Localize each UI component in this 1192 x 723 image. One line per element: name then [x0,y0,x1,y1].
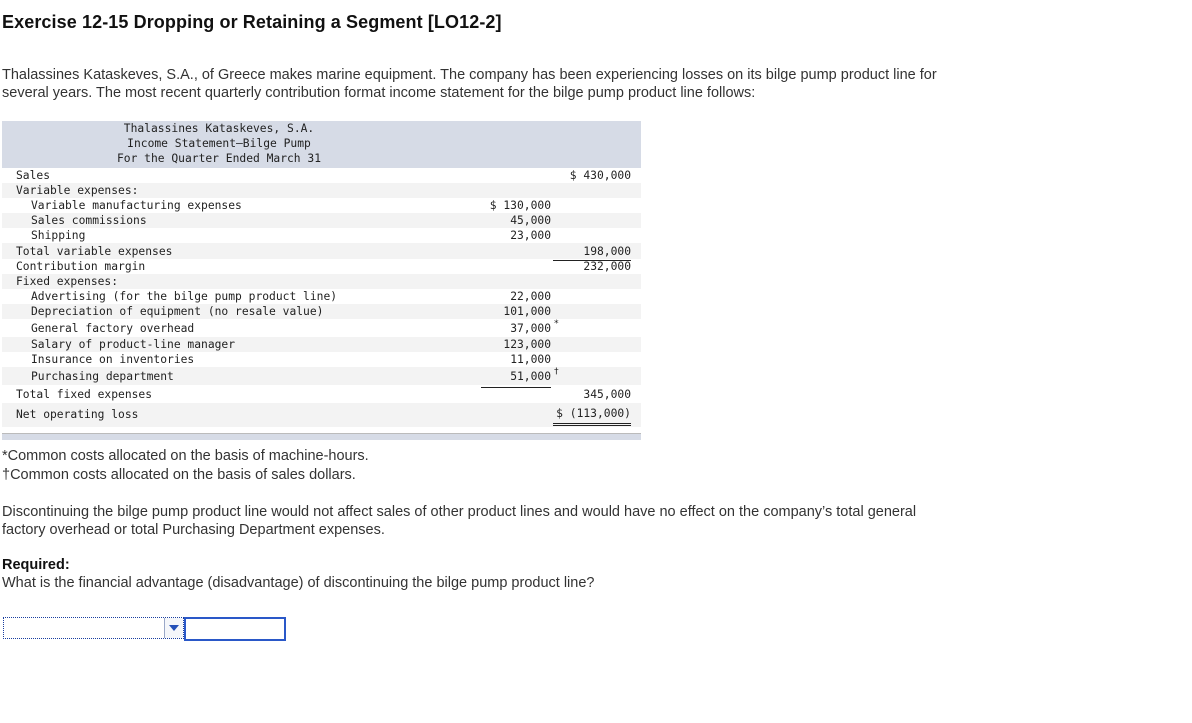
row-label: Total variable expenses [16,245,173,258]
amount-value: 51,000 [510,370,551,383]
row-label: Shipping [31,229,86,242]
row-label: Purchasing department [31,370,174,383]
row-shipping [2,228,641,243]
income-statement [2,121,641,440]
row-contribution-margin [2,259,641,274]
amount-detail: 22,000 [510,290,551,303]
amount-total: 345,000 [553,385,631,406]
row-label: Sales [16,169,51,182]
row-advertising [2,289,641,304]
row-purchasing [2,367,641,385]
company-name: Thalassines Kataskeves, S.A. [123,122,315,135]
row-label: Net operating loss [16,408,139,421]
row-label: Insurance on inventories [31,353,195,366]
row-depreciation [2,304,641,319]
amount-total: $ 430,000 [569,169,631,182]
exercise-title: Exercise 12-15 Dropping or Retaining a Segment [LO12-2] [2,12,502,32]
amount-detail [481,319,559,339]
amount-detail: 11,000 [510,353,551,366]
discontinue-paragraph: Discontinuing the bilge pump product line would not affect sales of other product lines and would have no effect on the company’s total general factory overhead or total Purchasing Department expenses. [2,504,917,538]
row-total-variable [2,243,641,259]
row-general-factory-overhead [2,319,641,337]
amount-detail: $ 130,000 [489,199,551,212]
row-sales [2,168,641,183]
footnote-mark: † [553,367,559,377]
amount-total: 198,000 [553,243,631,261]
row-variable-manufacturing [2,198,641,213]
intro-text: Thalassines Kataskeves, S.A., of Greece makes marine equipment. The company has been experiencing losses on its bilge pump product line for several years. The most recent quarterly contribution format income statement for the bilge pump product line follows: [2,67,937,101]
row-net-operating-loss [2,403,641,427]
amount-total: $ (113,000) [553,405,631,426]
footnote-sales-dollars: †Common costs allocated on the basis of sales dollars. [2,467,356,483]
required-question: What is the financial advantage (disadvantage) of discontinuing the bilge pump product line? [2,575,595,591]
row-variable-expenses [2,183,641,198]
row-insurance [2,352,641,367]
row-label: Total fixed expenses [16,388,153,401]
row-label: Variable manufacturing expenses [31,199,242,212]
row-label: General factory overhead [31,322,195,335]
amount-detail: 45,000 [510,214,551,227]
amount-detail: 23,000 [481,228,551,244]
chevron-down-icon[interactable] [164,618,183,638]
row-total-fixed [2,385,641,403]
statement-period: For the Quarter Ended March 31 [116,152,322,165]
amount-detail: 123,000 [503,338,551,351]
statement-footer [2,433,641,440]
required-label: Required: [2,557,70,573]
row-label: Variable expenses: [16,184,139,197]
answer-amount-input[interactable] [184,617,286,641]
statement-name: Income Statement—Bilge Pump [127,137,311,150]
row-label: Depreciation of equipment (no resale value) [31,305,324,318]
row-label: Fixed expenses: [16,275,119,288]
row-product-line-manager [2,337,641,352]
footnote-mark: * [553,319,559,329]
answer-dropdown[interactable] [3,617,184,639]
row-label: Advertising (for the bilge pump product line) [31,290,338,303]
amount-total: 232,000 [583,260,631,273]
row-label: Salary of product-line manager [31,338,236,351]
statement-header [2,121,641,168]
row-label: Sales commissions [31,214,147,227]
amount-detail: 101,000 [503,305,551,318]
footnote-machine-hours: *Common costs allocated on the basis of machine-hours. [2,448,369,464]
amount-value: 37,000 [510,322,551,335]
row-sales-commissions [2,213,641,228]
row-fixed-expenses [2,274,641,289]
row-label: Contribution margin [16,260,146,273]
